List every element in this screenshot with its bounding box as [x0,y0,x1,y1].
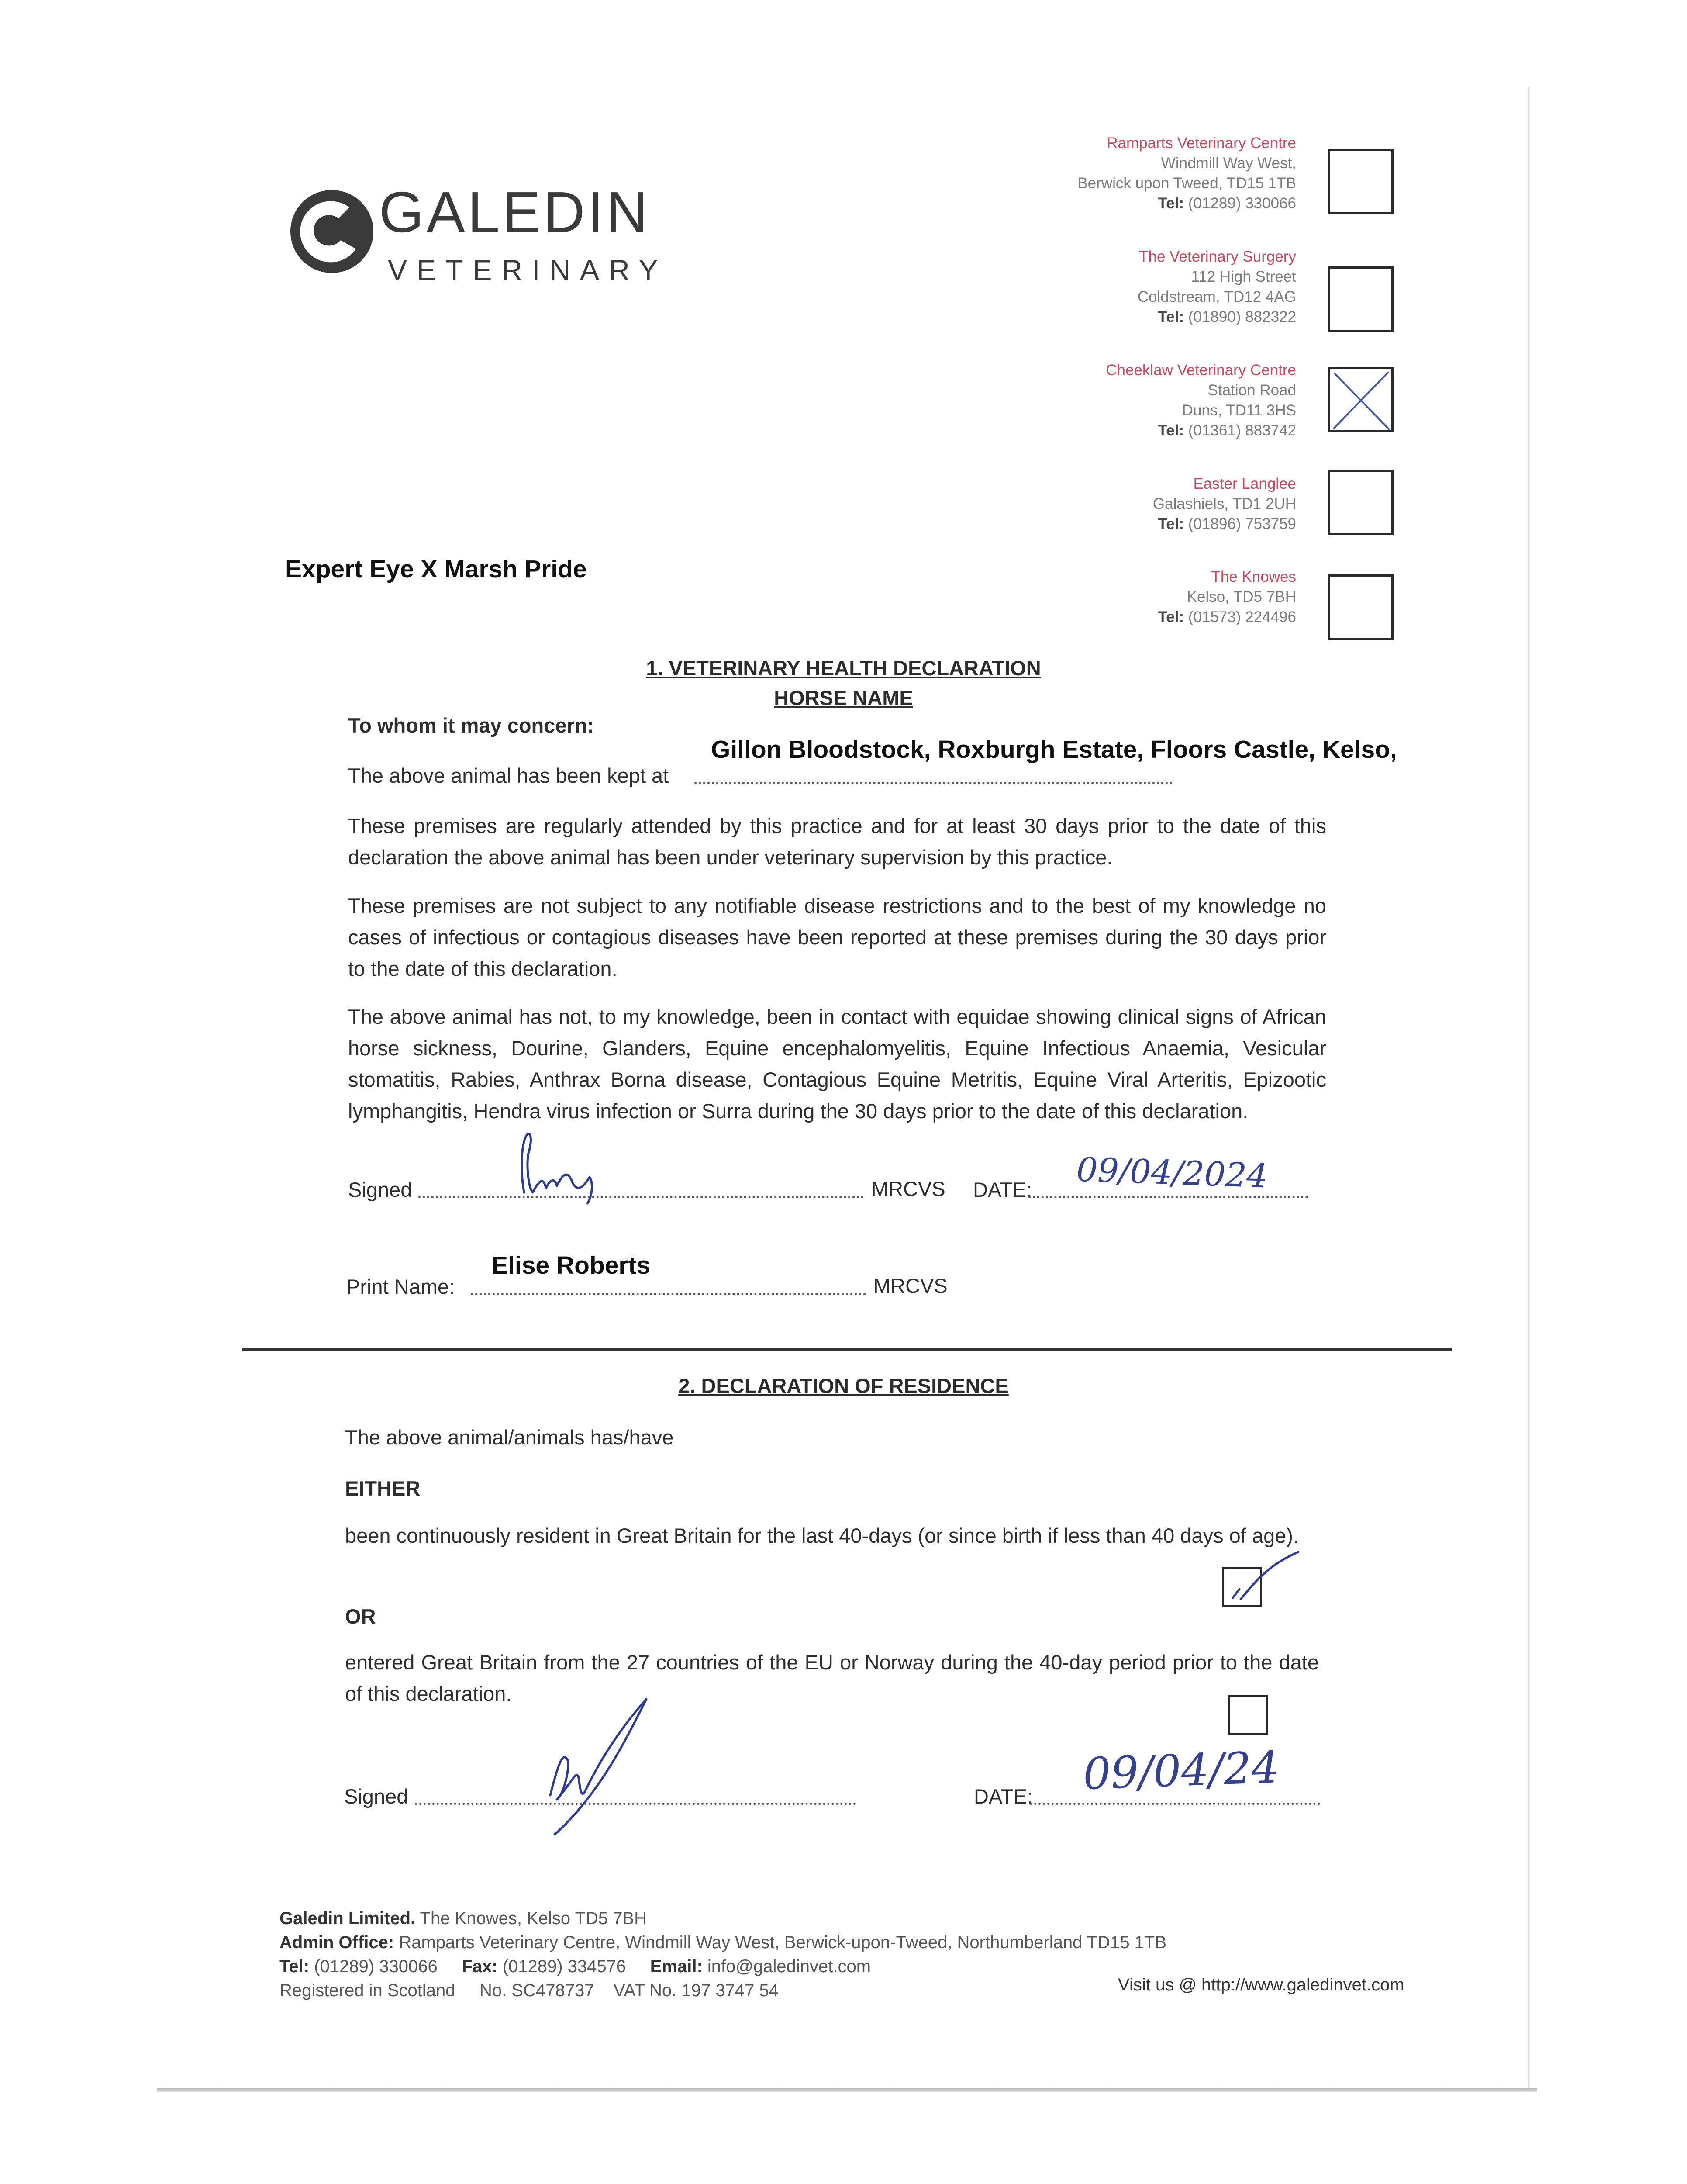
either-label: EITHER [345,1477,421,1500]
practice-address-line: Coldstream, TD12 4AG [1137,288,1296,305]
practice-address-line: Windmill Way West, [1161,155,1296,172]
kept-at-dotted-line [694,782,1173,784]
footer-email[interactable]: info@galedinvet.com [707,1957,871,1976]
practice-checkbox-easter-langlee[interactable] [1328,470,1394,535]
practice-address-line: Station Road [1207,382,1296,399]
page-edge-shadow [157,2088,1537,2092]
footer-fax-label: Fax: [462,1957,498,1976]
practice-checkbox-the-knowes[interactable] [1328,574,1394,640]
signature-residence[interactable] [515,1695,664,1839]
practice-address-line: 112 High Street [1191,268,1296,285]
footer-tel-label: Tel: [279,1957,310,1976]
footer-company: Galedin Limited. [279,1909,416,1928]
footer-registered: Registered in Scotland [279,1981,455,2000]
date-handwritten[interactable]: 09/04/24 [1082,1742,1280,1800]
footer-company-number: No. SC478737 [480,1981,594,2000]
practice-tel-label: Tel: [1158,515,1184,532]
galedin-logo-icon [284,183,380,280]
mrcvs-label: MRCVS [871,1177,945,1200]
option-resident: been continuously resident in Great Britain for the last 40-days (or since birth if less than 40 days of age). [345,1524,1299,1547]
practice-tel: (01361) 883742 [1188,422,1296,439]
print-name-label: Print Name: [346,1275,455,1298]
practice-tel: (01573) 224496 [1188,608,1296,625]
practice-cheeklaw [903,360,1296,441]
footer-admin-address: Ramparts Veterinary Centre, Windmill Way West, Berwick-upon-Tweed, Northumberland TD15 1TB [399,1933,1167,1952]
print-name-value[interactable]: Elise Roberts [491,1251,651,1279]
practice-tel-label: Tel: [1158,195,1184,212]
salutation: To whom it may concern: [348,714,594,737]
practice-tel: (01890) 882322 [1188,308,1296,325]
checkbox-entered[interactable] [1228,1695,1268,1735]
paragraph-supervision: These premises are regularly attended by this practice and for at least 30 days prior to the date of this declaration the above animal has been under veterinary supervision by this practice. [348,814,1326,869]
footer-tel: (01289) 330066 [314,1957,438,1976]
practice-tel: (01289) 330066 [1188,195,1296,212]
practice-tel: (01896) 753759 [1188,515,1296,532]
signed-label: Signed [344,1785,408,1808]
signature-vet[interactable] [502,1127,624,1210]
practice-veterinary-surgery [903,247,1296,327]
practice-address-line: Berwick upon Tweed, TD15 1TB [1077,175,1296,192]
practice-tel-label: Tel: [1158,422,1184,439]
signed-label: Signed [348,1178,412,1201]
residence-intro: The above animal/animals has/have [345,1426,674,1449]
date-dotted-line [1028,1196,1308,1198]
paragraph-no-contact: The above animal has not, to my knowledge, been in contact with equidae showing clinical signs of African horse sickness, Dourine, Glanders, Equine encephalomyelitis, Equine Infectious Anaemia, Vesicular stomatitis, Rabies, Anthrax Borna disease, Contagious Equine Metritis, Equine Viral Arteritis, Epizootic lymphangitis, Hendra virus infection or Surra during the 30 days prior to the date of this declaration. [348,1005,1326,1123]
checkbox-resident[interactable] [1222,1567,1262,1607]
footer-fax: (01289) 334576 [502,1957,626,1976]
logo-name: GALEDIN [379,180,651,244]
section1-title: 1. VETERINARY HEALTH DECLARATION [646,657,1041,680]
footer-admin-label: Admin Office: [279,1933,394,1952]
footer-website-link[interactable]: Visit us @ http://www.galedinvet.com [1118,1975,1404,1994]
footer [279,1907,1166,2003]
mrcvs-label: MRCVS [873,1274,948,1297]
print-name-dotted-line [471,1293,866,1295]
date-label: DATE: [974,1785,1033,1808]
footer-email-label: Email: [650,1957,703,1976]
practice-checkbox-cheeklaw[interactable] [1328,367,1394,432]
date-label: DATE: [973,1178,1032,1201]
checkmark-icon [1215,1548,1303,1609]
practice-address-line: Kelso, TD5 7BH [1187,588,1296,605]
page-edge-shadow [1528,87,1530,2088]
kept-at-label: The above animal has been kept at [348,764,669,787]
practice-address-line: Duns, TD11 3HS [1182,402,1296,419]
signature-dotted-line [418,1196,864,1198]
paragraph-no-restrictions: These premises are not subject to any notifiable disease restrictions and to the best of my knowledge no cases of infectious or contagious diseases have been reported at these premises during the 30 days prior to the date of this declaration. [348,894,1326,980]
practice-ramparts [903,133,1296,214]
practice-name: Ramparts Veterinary Centre [1107,135,1296,152]
practice-the-knowes [903,567,1296,627]
practice-checkbox-veterinary-surgery[interactable] [1328,266,1394,332]
date-handwritten[interactable]: 09/04/2024 [1076,1150,1269,1196]
date-dotted-line [1030,1803,1320,1805]
practice-easter-langlee [903,474,1296,534]
practice-checkbox-ramparts[interactable] [1328,149,1394,214]
practice-name: The Veterinary Surgery [1139,248,1296,265]
section2-title: 2. DECLARATION OF RESIDENCE [678,1374,1009,1397]
section-divider [242,1348,1452,1351]
option-entered: entered Great Britain from the 27 countries of the EU or Norway during the 40-day period prior to the date of this declaration. [345,1651,1319,1705]
practice-name: Cheeklaw Veterinary Centre [1106,362,1296,379]
horse-name-value[interactable]: Expert Eye X Marsh Pride [285,555,587,583]
kept-at-value[interactable]: Gillon Bloodstock, Roxburgh Estate, Floors Castle, Kelso, [711,736,1397,764]
practice-name: Easter Langlee [1193,475,1296,492]
practice-name: The Knowes [1211,568,1296,585]
logo-subtitle: VETERINARY [388,254,668,286]
cross-mark-icon [1330,369,1391,430]
or-label: OR [345,1605,376,1628]
practice-tel-label: Tel: [1158,608,1184,625]
practice-tel-label: Tel: [1158,308,1184,325]
footer-company-address: The Knowes, Kelso TD5 7BH [420,1909,647,1928]
galedin-logo [284,183,380,280]
section1-subtitle: HORSE NAME [774,686,913,709]
practice-address-line: Galashiels, TD1 2UH [1152,495,1296,512]
footer-vat-number: VAT No. 197 3747 54 [613,1981,779,2000]
